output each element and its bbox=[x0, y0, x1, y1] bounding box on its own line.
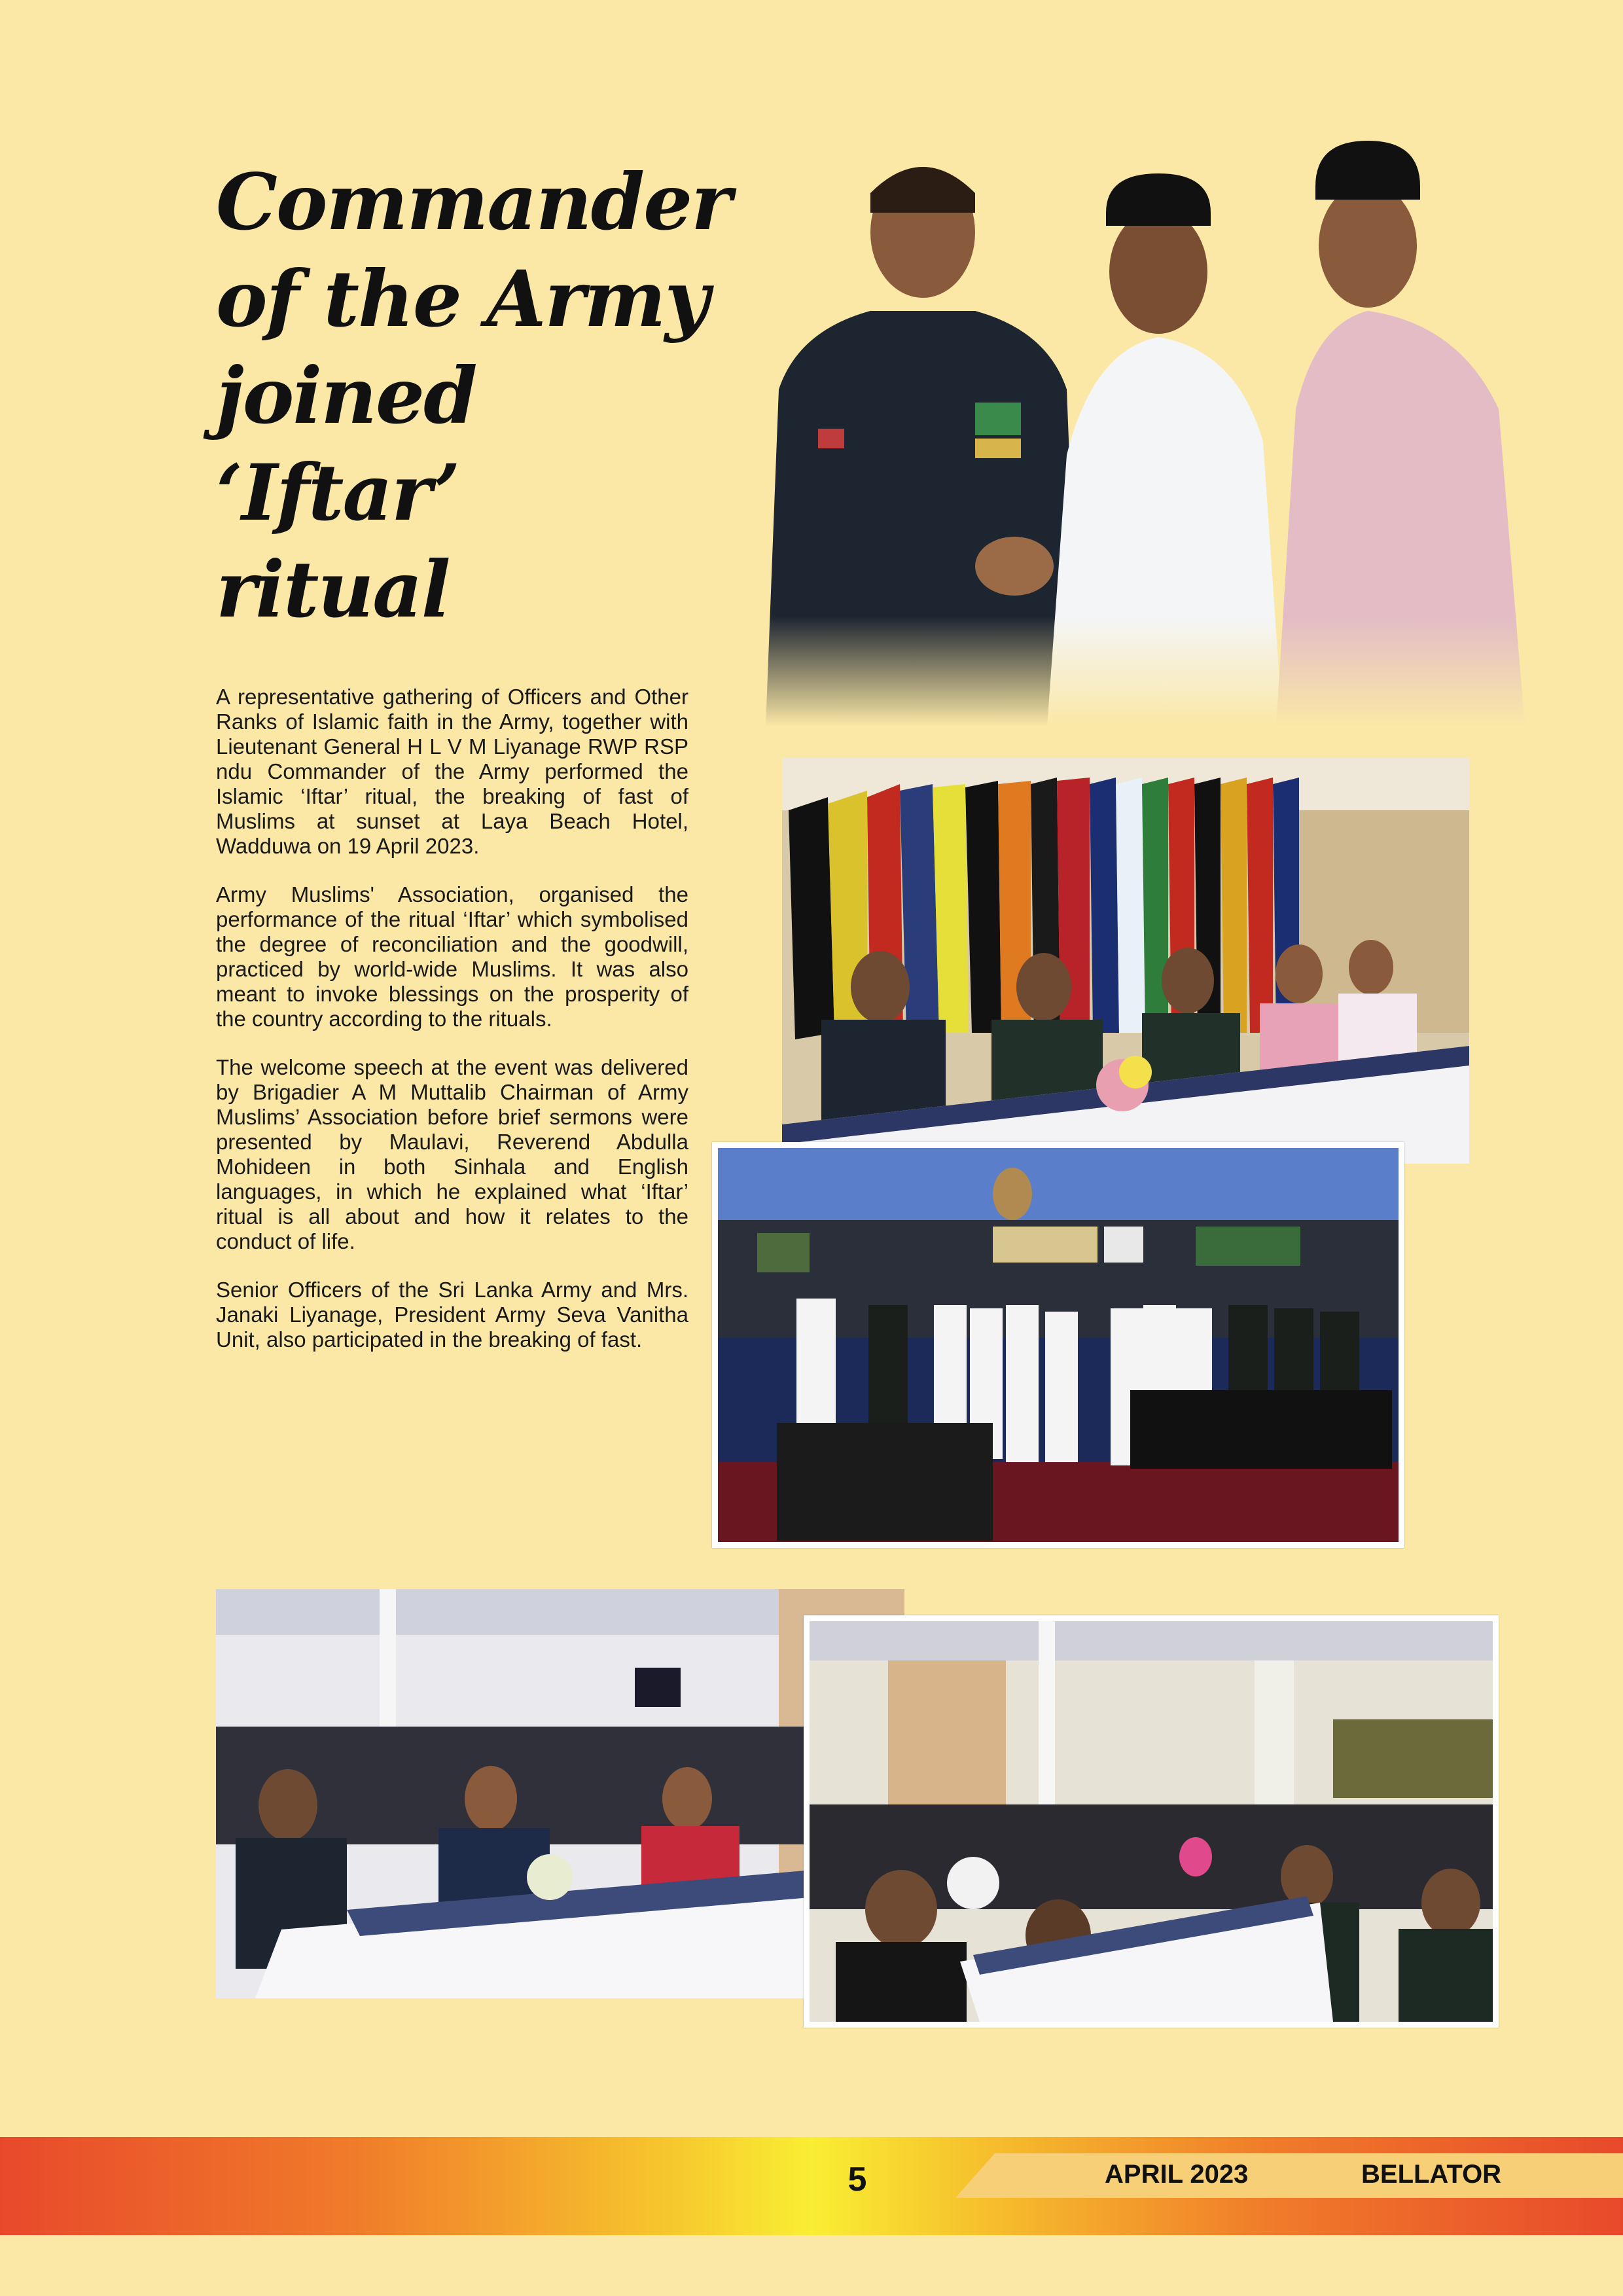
article-paragraph: Senior Officers of the Sri Lanka Army and Mrs. Janaki Liyanage, President Army Seva Vanitha Unit, also participated in the breaking of fast. bbox=[216, 1278, 688, 1352]
title-line: Commander bbox=[216, 156, 731, 247]
magazine-name: BELLATOR bbox=[1361, 2160, 1502, 2189]
hero-photo-handshake bbox=[740, 115, 1577, 726]
issue-date: APRIL 2023 bbox=[1105, 2160, 1249, 2189]
title-line: ritual bbox=[216, 544, 450, 635]
article-paragraph: The welcome speech at the event was delivered by Brigadier A M Muttalib Chairman of Army Muslims’ Association before brief sermons were presented by Maulavi, Reverend Abdulla Mohideen in both Sinhala and English languages, in which he explained what ‘Iftar’ ritual is all about and how it relates to the conduct of life. bbox=[216, 1055, 688, 1253]
footer-tab bbox=[955, 2153, 1623, 2198]
article-body bbox=[216, 685, 688, 1376]
article-paragraph: A representative gathering of Officers and Other Ranks of Islamic faith in the Army, together with Lieutenant General H L V M Liyanage RWP RSP ndu Commander of the Army performed the Islamic ‘Iftar’ ritual, the breaking of fast of Muslims at sunset at Laya Beach Hotel, Wadduwa on 19 April 2023. bbox=[216, 685, 688, 858]
page-number: 5 bbox=[847, 2161, 867, 2198]
title-line: joined ‘Iftar’ bbox=[216, 350, 476, 538]
article-paragraph: Army Muslims' Association, organised the performance of the ritual ‘Iftar’ which symbolised the degree of reconciliation and the goodwill, practiced by world-wide Muslims. It was also meant to invoke blessings on the prosperity of the country according to the rituals. bbox=[216, 882, 688, 1031]
photo-dining-hall-right bbox=[804, 1615, 1499, 2028]
photo-dining-hall-left bbox=[216, 1589, 904, 1998]
photo-head-table-flags bbox=[782, 758, 1469, 1164]
title-line: of the Army bbox=[216, 253, 709, 344]
article-title bbox=[216, 154, 731, 638]
photo-prayer-hall bbox=[712, 1142, 1404, 1548]
